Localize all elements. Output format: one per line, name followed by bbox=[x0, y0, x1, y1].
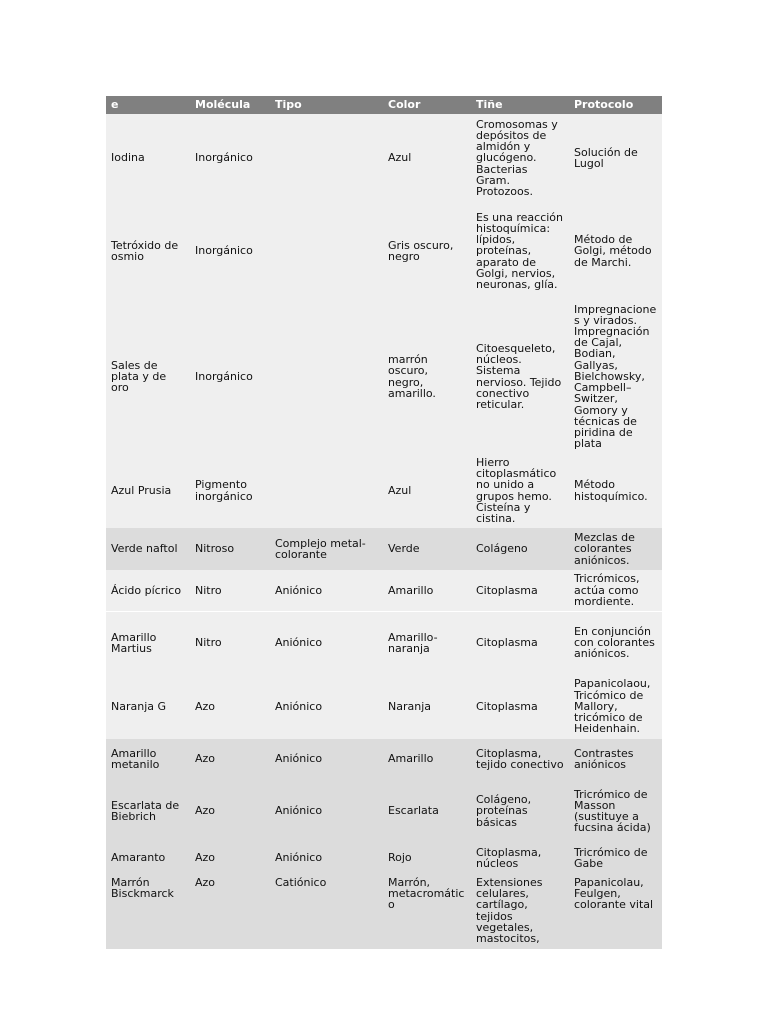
cell-name: Ácido pícrico bbox=[106, 570, 190, 611]
cell-name: Escarlata de Biebrich bbox=[106, 779, 190, 843]
cell-molecula: Nitro bbox=[190, 570, 270, 611]
cell-color: Azul bbox=[383, 453, 471, 528]
cell-protocolo: En conjunción con colorantes aniónicos. bbox=[569, 611, 662, 674]
cell-tine: Citoplasma, tejido conectivo bbox=[471, 739, 569, 779]
table-row bbox=[106, 300, 662, 453]
stains-table bbox=[106, 96, 662, 949]
cell-molecula: Inorgánico bbox=[190, 202, 270, 300]
cell-molecula: Nitro bbox=[190, 611, 270, 674]
cell-molecula: Azo bbox=[190, 779, 270, 843]
header-tipo: Tipo bbox=[270, 96, 383, 114]
cell-color: Verde bbox=[383, 528, 471, 570]
cell-protocolo: Contrastes aniónicos bbox=[569, 739, 662, 779]
cell-tine: Extensiones celulares, cartílago, tejidos vegetales, mastocitos, bbox=[471, 873, 569, 949]
cell-name: Amarillo Martius bbox=[106, 611, 190, 674]
cell-color: Rojo bbox=[383, 843, 471, 873]
cell-color: Amarillo-naranja bbox=[383, 611, 471, 674]
table-row bbox=[106, 611, 662, 674]
table-row bbox=[106, 570, 662, 611]
cell-name: Sales de plata y de oro bbox=[106, 300, 190, 453]
cell-color: Gris oscuro, negro bbox=[383, 202, 471, 300]
cell-name: Naranja G bbox=[106, 674, 190, 739]
cell-name: Verde naftol bbox=[106, 528, 190, 570]
cell-protocolo: Papanicolaou, Tricómico de Mallory, tricómico de Heidenhain. bbox=[569, 674, 662, 739]
cell-tipo: Aniónico bbox=[270, 843, 383, 873]
cell-molecula: Pigmento inorgánico bbox=[190, 453, 270, 528]
cell-color: Azul bbox=[383, 114, 471, 202]
cell-color: Escarlata bbox=[383, 779, 471, 843]
cell-name: Iodina bbox=[106, 114, 190, 202]
cell-color: Amarillo bbox=[383, 570, 471, 611]
header-tine: Tiñe bbox=[471, 96, 569, 114]
table-row bbox=[106, 114, 662, 202]
cell-tipo: Aniónico bbox=[270, 779, 383, 843]
cell-tipo bbox=[270, 114, 383, 202]
header-color: Color bbox=[383, 96, 471, 114]
cell-tine: Citoesqueleto, núcleos. Sistema nervioso. Tejido conectivo reticular. bbox=[471, 300, 569, 453]
table-row bbox=[106, 674, 662, 739]
header-molecula: Molécula bbox=[190, 96, 270, 114]
header-name: e bbox=[106, 96, 190, 114]
table-row bbox=[106, 779, 662, 843]
cell-tipo: Aniónico bbox=[270, 570, 383, 611]
cell-tine: Es una reacción histoquímica: lípidos, proteínas, aparato de Golgi, nervios, neuronas, glía. bbox=[471, 202, 569, 300]
cell-protocolo: Tricrómico de Masson (sustituye a fucsina ácida) bbox=[569, 779, 662, 843]
cell-molecula: Azo bbox=[190, 843, 270, 873]
cell-tine: Cromosomas y depósitos de almidón y glucógeno. Bacterias Gram. Protozoos. bbox=[471, 114, 569, 202]
cell-molecula: Azo bbox=[190, 873, 270, 949]
cell-name: Amaranto bbox=[106, 843, 190, 873]
cell-tipo: Aniónico bbox=[270, 739, 383, 779]
cell-protocolo: Método histoquímico. bbox=[569, 453, 662, 528]
cell-color: Naranja bbox=[383, 674, 471, 739]
cell-protocolo: Solución de Lugol bbox=[569, 114, 662, 202]
cell-tipo bbox=[270, 453, 383, 528]
table-row bbox=[106, 843, 662, 873]
cell-protocolo: Tricrómico de Gabe bbox=[569, 843, 662, 873]
cell-tipo: Aniónico bbox=[270, 674, 383, 739]
cell-name: Marrón Bisckmarck bbox=[106, 873, 190, 949]
cell-tipo: Complejo metal-colorante bbox=[270, 528, 383, 570]
table-row bbox=[106, 873, 662, 949]
cell-molecula: Azo bbox=[190, 739, 270, 779]
header-protocolo: Protocolo bbox=[569, 96, 662, 114]
cell-molecula: Inorgánico bbox=[190, 114, 270, 202]
cell-color: marrón oscuro, negro, amarillo. bbox=[383, 300, 471, 453]
cell-tipo bbox=[270, 300, 383, 453]
table-row bbox=[106, 202, 662, 300]
cell-protocolo: Tricrómicos, actúa como mordiente. bbox=[569, 570, 662, 611]
cell-protocolo: Mezclas de colorantes aniónicos. bbox=[569, 528, 662, 570]
cell-name: Amarillo metanilo bbox=[106, 739, 190, 779]
table-row bbox=[106, 739, 662, 779]
cell-molecula: Nitroso bbox=[190, 528, 270, 570]
cell-protocolo: Papanicolau, Feulgen, colorante vital bbox=[569, 873, 662, 949]
cell-tine: Colágeno bbox=[471, 528, 569, 570]
cell-name: Azul Prusia bbox=[106, 453, 190, 528]
cell-tine: Citoplasma, núcleos bbox=[471, 843, 569, 873]
cell-molecula: Inorgánico bbox=[190, 300, 270, 453]
cell-tine: Hierro citoplasmático no unido a grupos hemo. Cisteína y cistina. bbox=[471, 453, 569, 528]
cell-protocolo: Impregnaciones y virados. Impregnación de Cajal, Bodian, Gallyas, Bielchowsky, Campbell–Switzer, Gomory y técnicas de piridina de plata bbox=[569, 300, 662, 453]
table-header-row bbox=[106, 96, 662, 114]
cell-tipo: Aniónico bbox=[270, 611, 383, 674]
cell-name: Tetróxido de osmio bbox=[106, 202, 190, 300]
cell-tipo bbox=[270, 202, 383, 300]
cell-color: Amarillo bbox=[383, 739, 471, 779]
cell-tine: Citoplasma bbox=[471, 611, 569, 674]
cell-protocolo: Método de Golgi, método de Marchi. bbox=[569, 202, 662, 300]
cell-color: Marrón, metacromático bbox=[383, 873, 471, 949]
cell-tine: Colágeno, proteínas básicas bbox=[471, 779, 569, 843]
cell-tipo: Catiónico bbox=[270, 873, 383, 949]
cell-tine: Citoplasma bbox=[471, 674, 569, 739]
table-row bbox=[106, 453, 662, 528]
table-row bbox=[106, 528, 662, 570]
cell-molecula: Azo bbox=[190, 674, 270, 739]
cell-tine: Citoplasma bbox=[471, 570, 569, 611]
